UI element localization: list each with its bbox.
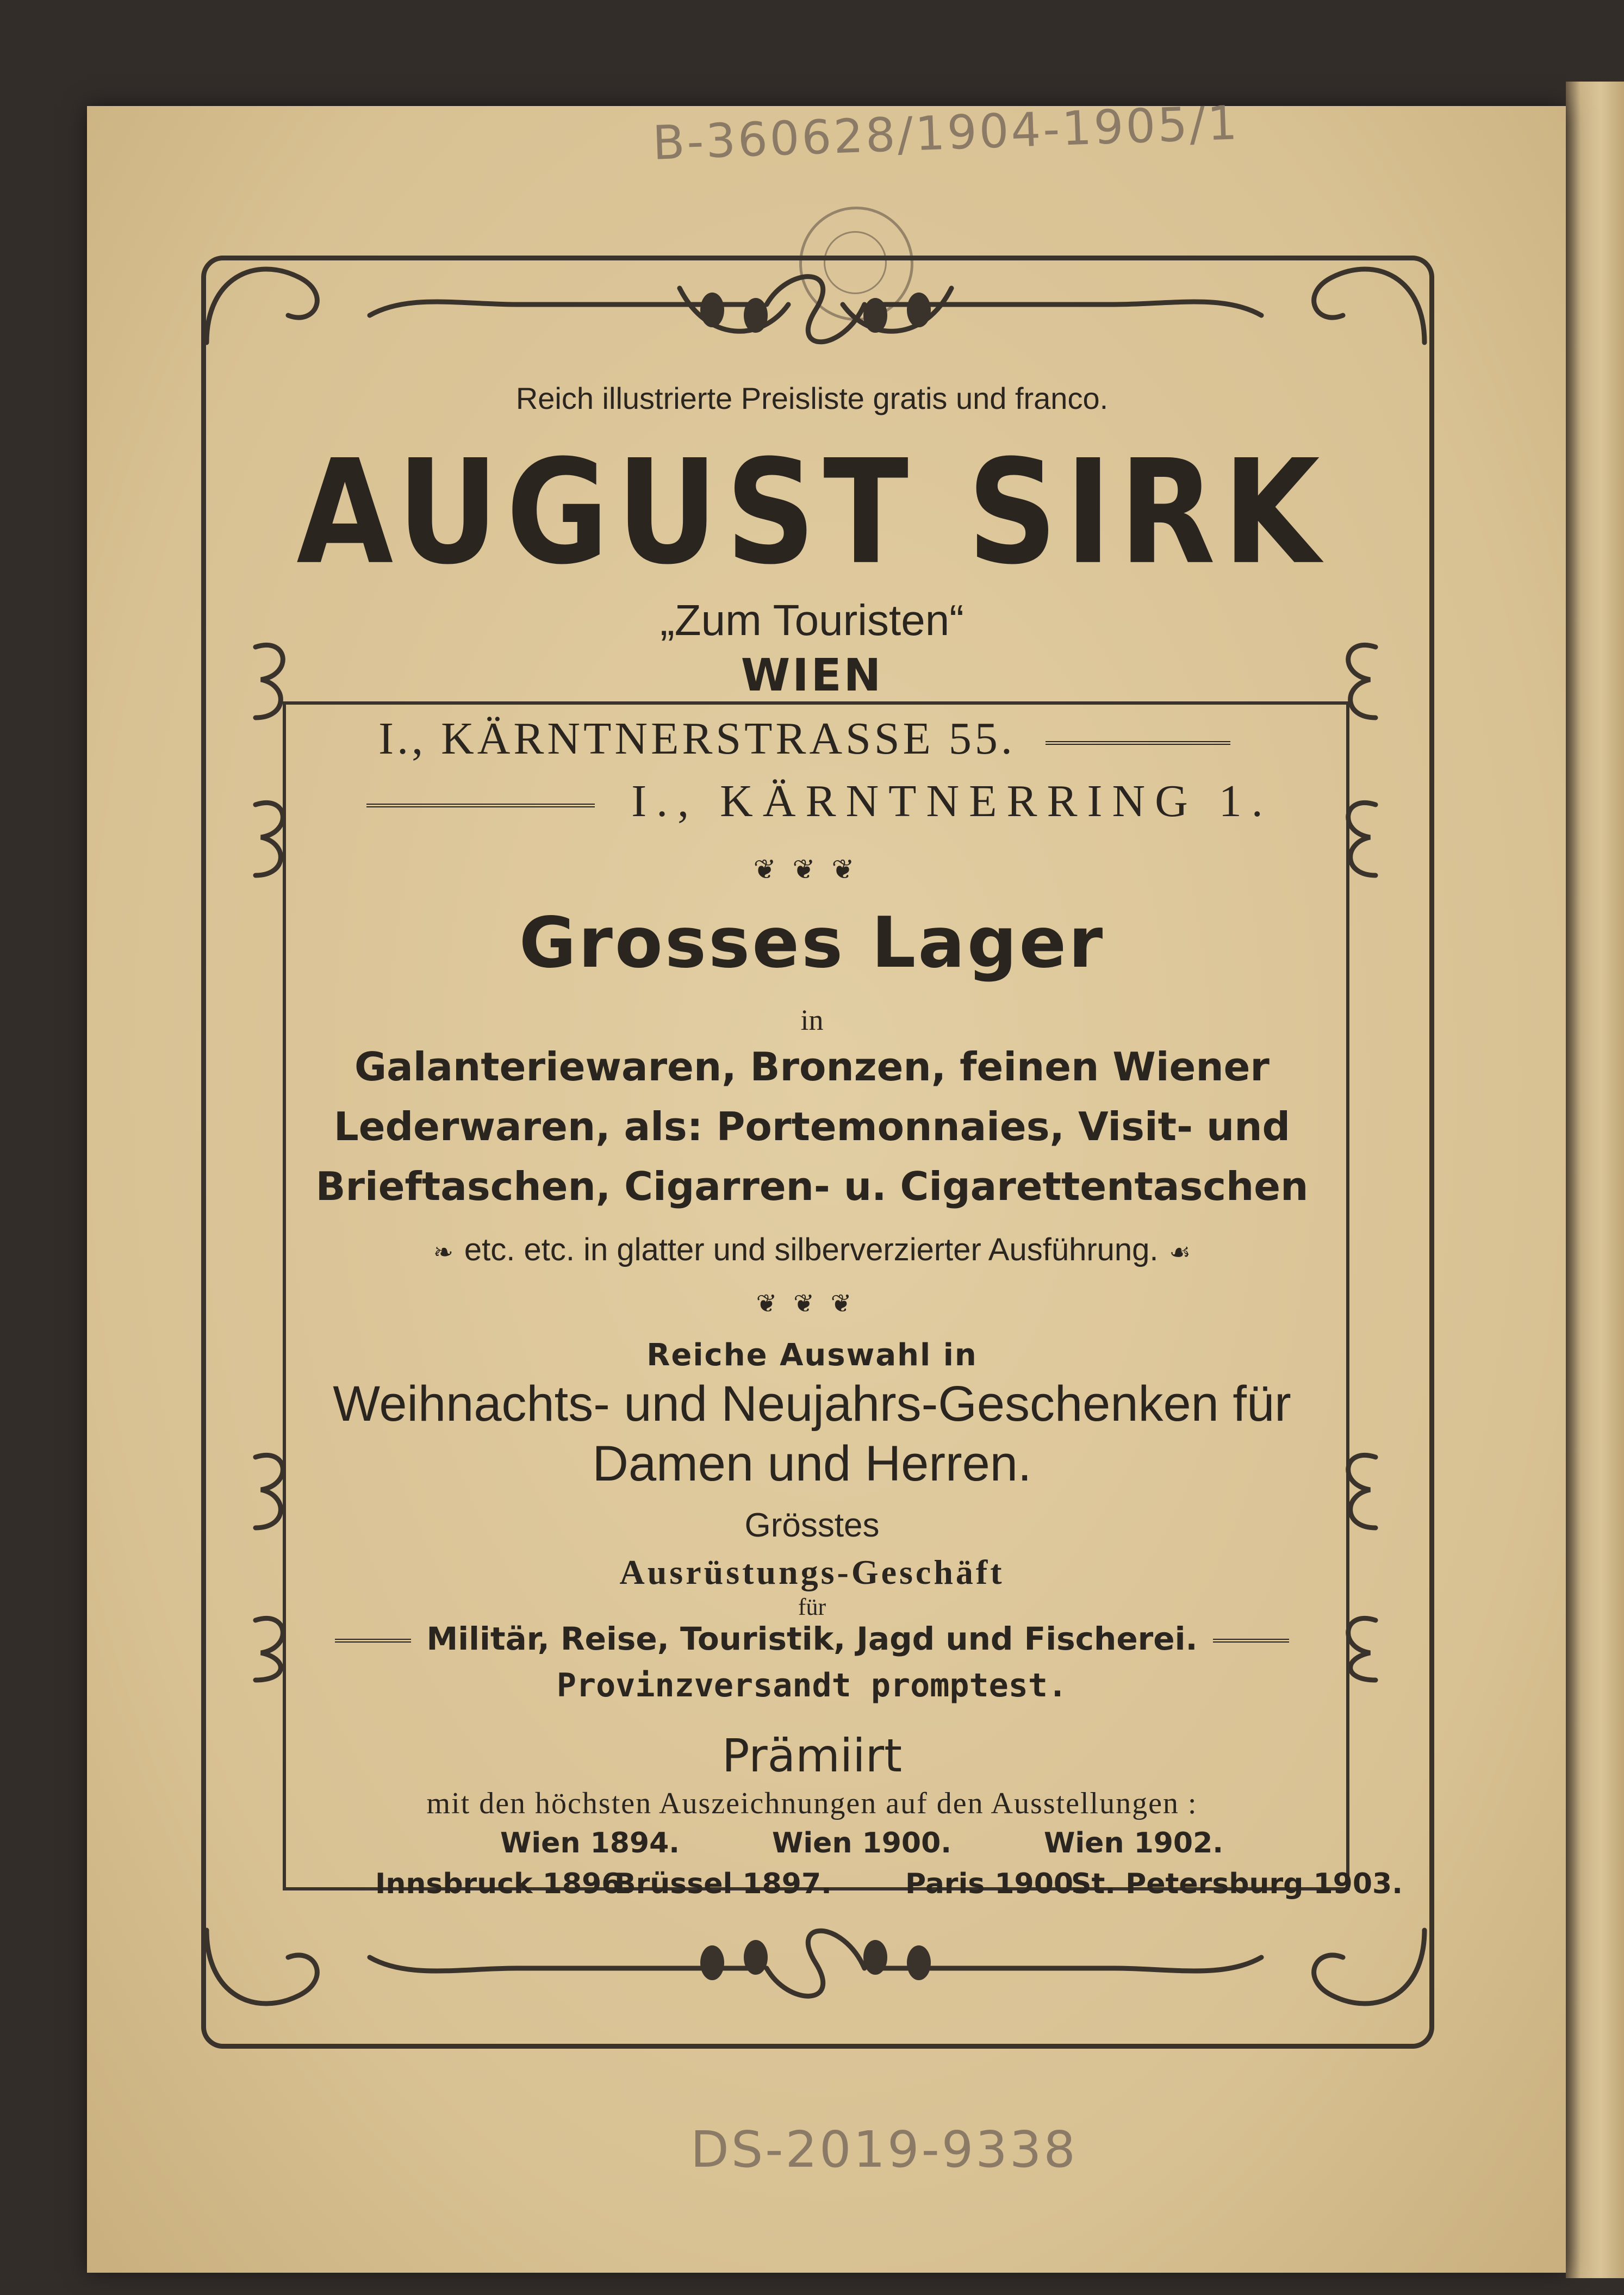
etc-text: etc. etc. in glatter und silberverzierter Ausführung. <box>464 1232 1159 1267</box>
auszeichnungen-line: mit den höchsten Auszeichnungen auf den Ausstellungen : <box>426 1787 1198 1820</box>
gifts-line-1: Weihnachts- und Neujahrs-Geschenken für <box>333 1376 1291 1432</box>
intro-line: Reich illustrierte Preisliste gratis und franco. <box>515 381 1109 415</box>
award-innsbruck-1896: Innsbruck 1896. <box>375 1868 632 1900</box>
etc-left-ornament: ❧ <box>433 1239 453 1266</box>
handwritten-bottom-ref: DS-2019-9338 <box>690 2120 1078 2179</box>
praemiirt-word: Prämiirt <box>721 1729 903 1782</box>
address-line-2 <box>0 775 1624 828</box>
etc-right-ornament: ☙ <box>1169 1239 1191 1266</box>
address-line-1 <box>0 712 1624 765</box>
award-paris-1900: Paris 1900. <box>905 1868 1084 1900</box>
award-st-petersburg-1903: St. Petersburg 1903. <box>1071 1868 1403 1900</box>
goods-line-1: Galanteriewaren, Bronzen, feinen Wiener <box>354 1044 1270 1090</box>
geschaeft-word: Ausrüstungs-Geschäft <box>619 1553 1005 1591</box>
branches-left-rule <box>335 1639 411 1643</box>
branches-line <box>0 1620 1624 1657</box>
address-1-text: I., KÄRNTNERSTRASSE 55. <box>378 713 1016 764</box>
branches-text: Militär, Reise, Touristik, Jagd und Fischerei. <box>426 1620 1198 1657</box>
etc-line <box>0 1232 1624 1268</box>
address-2-rule <box>366 804 595 807</box>
main-heading: Grosses Lager <box>519 903 1105 984</box>
handwritten-top-ref: B-360628/1904-1905/1 <box>651 96 1241 171</box>
in-word: in <box>800 1004 824 1036</box>
fleuron-row-2: ❦❦❦ <box>756 1290 868 1317</box>
auswahl-line: Reiche Auswahl in <box>646 1338 978 1373</box>
fuer-word: für <box>798 1594 826 1620</box>
shop-subtitle: „Zum Touristen“ <box>660 596 964 644</box>
award-bruessel-1897: Brüssel 1897. <box>614 1868 832 1900</box>
goods-line-3: Brieftaschen, Cigarren- u. Cigarettentaschen <box>315 1164 1309 1209</box>
award-wien-1900: Wien 1900. <box>772 1827 952 1859</box>
fleuron-row-1: ❦❦❦ <box>753 854 871 885</box>
goods-line-2: Lederwaren, als: Portemonnaies, Visit- und <box>333 1104 1291 1149</box>
bottom-ornament <box>190 1903 1441 2039</box>
address-2-text: I., KÄRNTNERRING 1. <box>631 776 1273 826</box>
company-name: AUGUST SIRK <box>296 430 1328 597</box>
city: WIEN <box>741 650 883 701</box>
versand-line: Provinzversandt promptest. <box>556 1666 1068 1705</box>
top-ornament <box>190 234 1441 370</box>
groesstes-word: Grösstes <box>744 1507 880 1544</box>
address-1-rule <box>1046 741 1230 745</box>
award-wien-1902: Wien 1902. <box>1044 1827 1224 1859</box>
gifts-line-2: Damen und Herren. <box>592 1436 1032 1491</box>
award-wien-1894: Wien 1894. <box>500 1827 680 1859</box>
branches-right-rule <box>1213 1639 1289 1643</box>
